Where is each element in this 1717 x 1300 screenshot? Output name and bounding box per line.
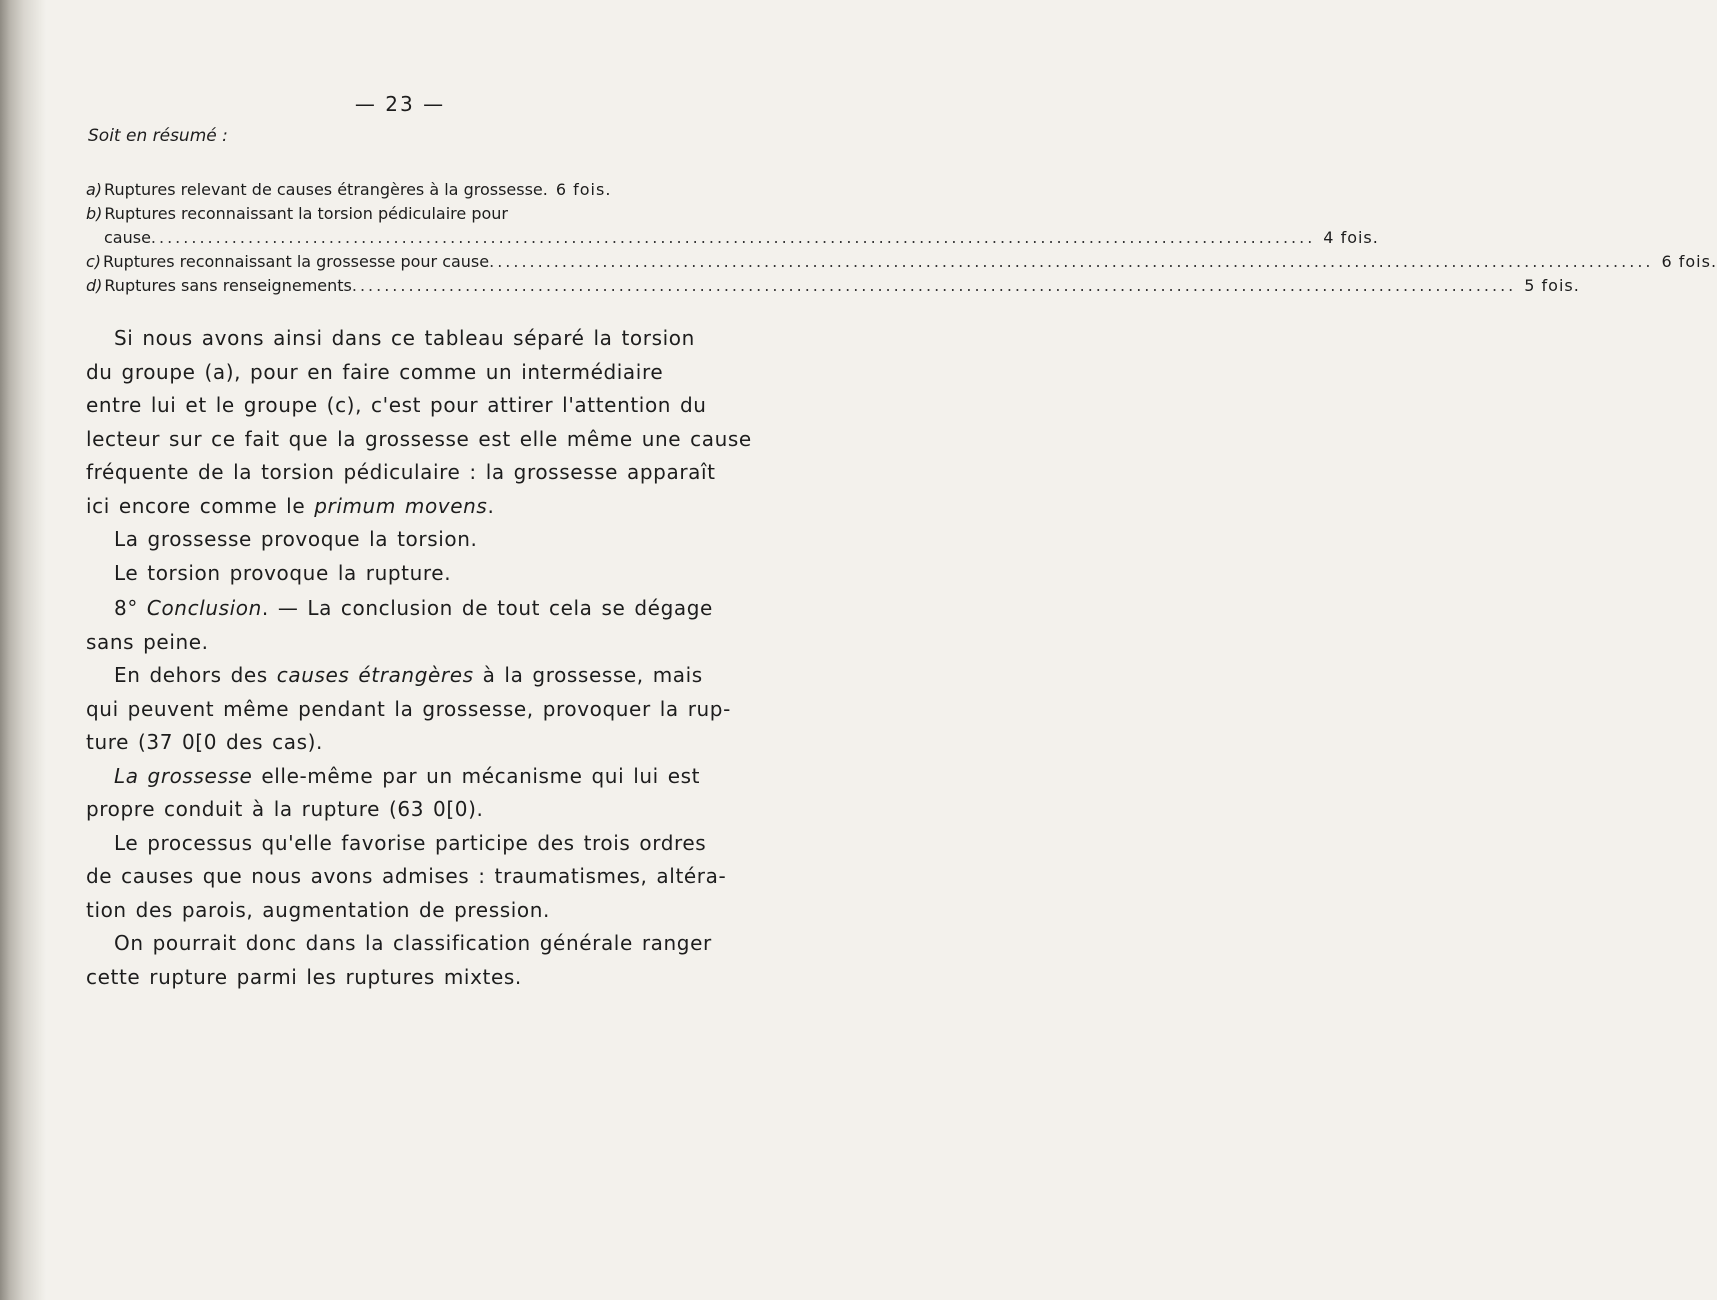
section-title: Conclusion bbox=[146, 596, 262, 620]
paragraph-line: entre lui et le groupe (c), c'est pour attirer l'attention du bbox=[86, 393, 707, 417]
text-fragment: . bbox=[487, 493, 495, 518]
paragraph-line: propre conduit à la rupture (63 0[0). bbox=[86, 797, 484, 821]
item-text: cause bbox=[104, 228, 151, 247]
page-number: — 23 — bbox=[354, 92, 446, 116]
paragraph-line: Si nous avons ainsi dans ce tableau séparé la torsion bbox=[114, 326, 695, 350]
paragraph-line: fréquente de la torsion pédiculaire : la grossesse apparaît bbox=[86, 460, 716, 484]
paragraph-line: tion des parois, augmentation de pression. bbox=[86, 897, 550, 922]
leader-dots bbox=[352, 276, 1516, 295]
paragraph-line: Le processus qu'elle favorise participe des trois ordres bbox=[114, 830, 707, 855]
emphasis: La grossesse bbox=[114, 763, 253, 788]
item-count: 5 fois. bbox=[1524, 276, 1580, 295]
item-letter: a) bbox=[86, 180, 103, 199]
latin-phrase: primum movens bbox=[314, 493, 488, 518]
summary-item-c bbox=[86, 252, 1717, 276]
paragraph-line: cette rupture parmi les ruptures mixtes. bbox=[86, 964, 522, 989]
statement-line: La grossesse provoque la torsion. bbox=[114, 527, 478, 551]
statement-line: Le torsion provoque la rupture. bbox=[114, 560, 452, 585]
summary-item-b-continuation bbox=[86, 228, 1379, 252]
paragraph-line: ture (37 0[0 des cas). bbox=[86, 730, 323, 754]
item-text: Ruptures reconnaissant la grossesse pour cause bbox=[103, 252, 490, 271]
leader-dots bbox=[489, 252, 1653, 271]
item-count: 6 fois. bbox=[555, 180, 612, 199]
paragraph-line: sans peine. bbox=[86, 629, 209, 654]
paragraph-line: lecteur sur ce fait que la grossesse est elle même une cause bbox=[86, 426, 752, 451]
body-section-1 bbox=[86, 322, 752, 590]
text-fragment: En dehors des bbox=[114, 663, 277, 687]
summary-item-a bbox=[86, 180, 708, 204]
leader-dots bbox=[151, 228, 1315, 247]
summary-list bbox=[86, 180, 1717, 300]
paragraph-line bbox=[86, 659, 722, 693]
paragraph-line: de causes que nous avons admises : traumatismes, altéra- bbox=[86, 864, 727, 888]
item-text: Ruptures relevant de causes étrangères à la grossesse. bbox=[104, 180, 548, 199]
conclusion-section bbox=[86, 592, 731, 994]
page-binding-shadow bbox=[0, 0, 46, 1300]
paragraph-line: On pourrait donc dans la classification générale ranger bbox=[114, 931, 712, 955]
text-fragment: ici encore comme le bbox=[86, 493, 315, 518]
section-number: 8° bbox=[114, 596, 138, 620]
summary-item-d bbox=[86, 276, 1580, 300]
item-count: 4 fois. bbox=[1323, 228, 1379, 247]
item-text: Ruptures reconnaissant la torsion pédiculaire pour bbox=[104, 204, 508, 223]
item-text: Ruptures sans renseignements bbox=[104, 276, 352, 295]
text-fragment: à la grossesse, mais bbox=[473, 663, 703, 687]
item-letter: d) bbox=[86, 276, 103, 295]
emphasis: causes étrangères bbox=[276, 663, 474, 687]
text-fragment: elle-même par un mécanisme qui lui est bbox=[252, 763, 701, 788]
text-fragment: . — La conclusion de tout cela se dégage bbox=[261, 596, 713, 620]
paragraph-line: qui peuvent même pendant la grossesse, provoquer la rup- bbox=[86, 696, 731, 721]
conclusion-heading-line bbox=[86, 592, 722, 626]
item-letter: c) bbox=[86, 252, 102, 271]
summary-heading: Soit en résumé : bbox=[88, 126, 228, 146]
item-letter: b) bbox=[86, 204, 103, 223]
summary-item-b bbox=[86, 204, 708, 228]
item-count: 6 fois. bbox=[1661, 252, 1717, 271]
paragraph-line bbox=[86, 760, 722, 794]
paragraph-line: du groupe (a), pour en faire comme un intermédiaire bbox=[86, 359, 664, 384]
paragraph-line bbox=[86, 490, 722, 524]
